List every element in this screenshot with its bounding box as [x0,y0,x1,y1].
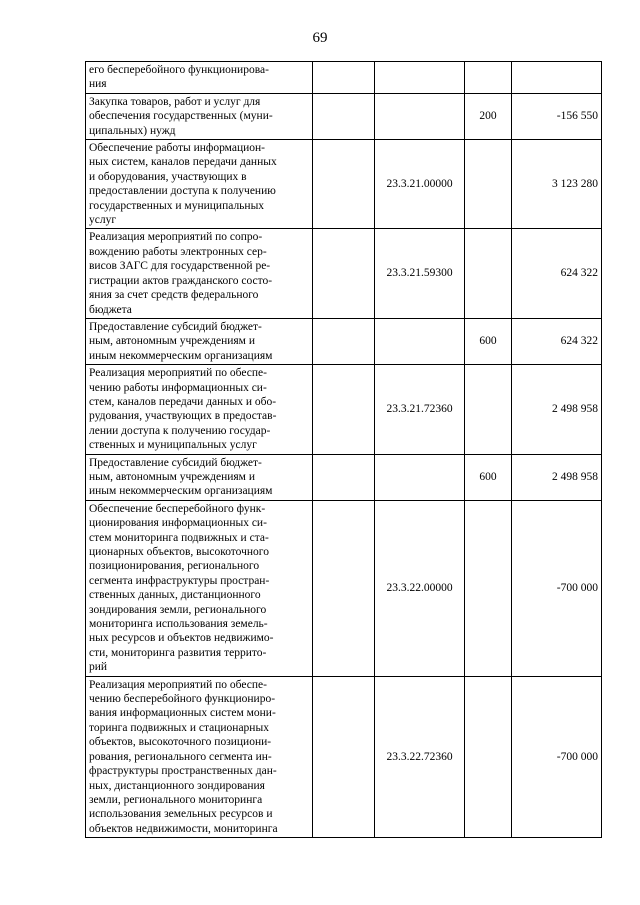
item-name-line: ным, автономным учреждениям и [89,470,255,483]
item-name-line: предоставлении доступа к получению [89,185,276,198]
empty-cell [313,229,375,318]
item-name-line: ния [89,78,107,91]
item-name-line: Предоставление субсидий бюджет- [89,320,262,333]
empty-cell [313,454,375,500]
item-name-line: висов ЗАГС для государственной ре- [89,260,271,273]
amount-cell: -156 550 [512,93,602,139]
expense-type-cell: 200 [465,93,512,139]
item-name-line: сти, мониторинга развития террито- [89,646,267,659]
item-name-line: фраструктуры пространственных дан- [89,765,277,778]
target-code-cell [375,454,465,500]
expense-type-cell: 600 [465,454,512,500]
item-name-cell [86,62,313,94]
expense-type-cell [465,62,512,94]
empty-cell [313,93,375,139]
item-name-line: рий [89,661,108,674]
table-row [86,676,602,837]
item-name-line: обеспечения государственных (муни- [89,110,273,123]
item-name-line: его бесперебойного функционирова- [89,64,269,76]
item-name-line: бюджета [89,303,132,316]
item-name-line: Предоставление субсидий бюджет- [89,456,262,469]
expense-type-cell [465,500,512,676]
item-name-line: услуг [89,214,117,227]
target-code-cell [375,318,465,364]
item-name-line: зондирования земли, регионального [89,603,267,616]
page-number: 69 [312,30,328,46]
item-name-cell [86,318,313,364]
item-name-line: ционарных объектов, высокоточного [89,546,269,558]
empty-cell [313,365,375,454]
item-name-cell [86,500,313,676]
amount-cell: 2 498 958 [512,365,602,454]
item-name-line: Закупка товаров, работ и услуг для [89,95,261,108]
item-name-line: и оборудования, участвующих в [89,170,247,183]
budget-table [85,61,602,838]
item-name-line: ственных и муниципальных услуг [89,439,257,452]
amount-cell: -700 000 [512,676,602,837]
item-name-line: позиционирования, регионального [89,560,260,573]
item-name-line: объектов недвижимости, мониторинга [89,822,278,835]
item-name-line: использования земельных ресурсов и [89,808,273,821]
expense-type-cell [465,229,512,318]
amount-cell [512,62,602,94]
amount-cell: 624 322 [512,229,602,318]
item-name-line: объектов, высокоточного позициони- [89,736,272,749]
item-name-line: Реализация мероприятий по обеспе- [89,367,267,380]
item-name-line: вания информационных систем мони- [89,707,276,720]
expense-type-cell [465,365,512,454]
table-row [86,454,602,500]
item-name-cell [86,365,313,454]
target-code-cell: 23.3.21.59300 [375,229,465,318]
item-name-line: гистрации актов гражданского состо- [89,274,273,287]
item-name-line: рудования, участвующих в предостав- [89,410,277,423]
amount-cell: 624 322 [512,318,602,364]
item-name-line: Реализация мероприятий по обеспе- [89,678,267,691]
item-name-line: стем мониторинга подвижных и ста- [89,531,269,544]
item-name-cell [86,229,313,318]
table-row [86,500,602,676]
empty-cell [313,676,375,837]
item-name-line: яния за счет средств федерального [89,289,259,302]
table-row [86,93,602,139]
table-row [86,62,602,94]
item-name-line: Реализация мероприятий по сопро- [89,231,263,244]
item-name-line: ципальных) нужд [89,124,176,137]
empty-cell [313,62,375,94]
table-row [86,140,602,229]
item-name-line: чению работы информационных си- [89,381,267,394]
expense-type-cell [465,140,512,229]
item-name-line: ным, автономным учреждениям и [89,335,255,348]
amount-cell: 3 123 280 [512,140,602,229]
item-name-line: Обеспечение бесперебойного функ- [89,502,266,515]
table-row [86,229,602,318]
item-name-line: государственных и муниципальных [89,199,265,212]
item-name-line: земли, регионального мониторинга [89,793,263,806]
target-code-cell [375,62,465,94]
amount-cell: -700 000 [512,500,602,676]
item-name-line: ных, дистанционного зондирования [89,779,265,792]
item-name-line: ственных данных, дистанционного [89,589,261,602]
item-name-cell [86,676,313,837]
empty-cell [313,500,375,676]
expense-type-cell [465,676,512,837]
target-code-cell: 23.3.22.72360 [375,676,465,837]
item-name-cell [86,140,313,229]
item-name-line: рования, регионального сегмента ин- [89,750,272,763]
empty-cell [313,318,375,364]
target-code-cell: 23.3.21.00000 [375,140,465,229]
item-name-line: Обеспечение работы информацион- [89,142,266,155]
expense-type-cell: 600 [465,318,512,364]
item-name-line: иным некоммерческим организациям [89,485,273,498]
target-code-cell: 23.3.21.72360 [375,365,465,454]
item-name-line: сегмента инфраструктуры простран- [89,574,270,587]
table-row [86,365,602,454]
item-name-line: ных систем, каналов передачи данных [89,156,277,169]
item-name-line: торинга подвижных и стационарных [89,721,269,734]
amount-cell: 2 498 958 [512,454,602,500]
target-code-cell [375,93,465,139]
item-name-line: вождению работы электронных сер- [89,245,267,258]
item-name-line: ных ресурсов и объектов недвижимо- [89,632,274,645]
item-name-line: ционирования информационных си- [89,517,267,530]
item-name-line: стем, каналов передачи данных и обо- [89,395,277,408]
empty-cell [313,140,375,229]
table-body [86,62,602,838]
item-name-line: мониторинга использования земель- [89,618,268,631]
item-name-cell [86,93,313,139]
target-code-cell: 23.3.22.00000 [375,500,465,676]
item-name-line: лении доступа к получению государ- [89,424,271,437]
table-row [86,318,602,364]
item-name-cell [86,454,313,500]
item-name-line: иным некоммерческим организациям [89,349,273,362]
item-name-line: чению бесперебойного функциониро- [89,693,276,706]
